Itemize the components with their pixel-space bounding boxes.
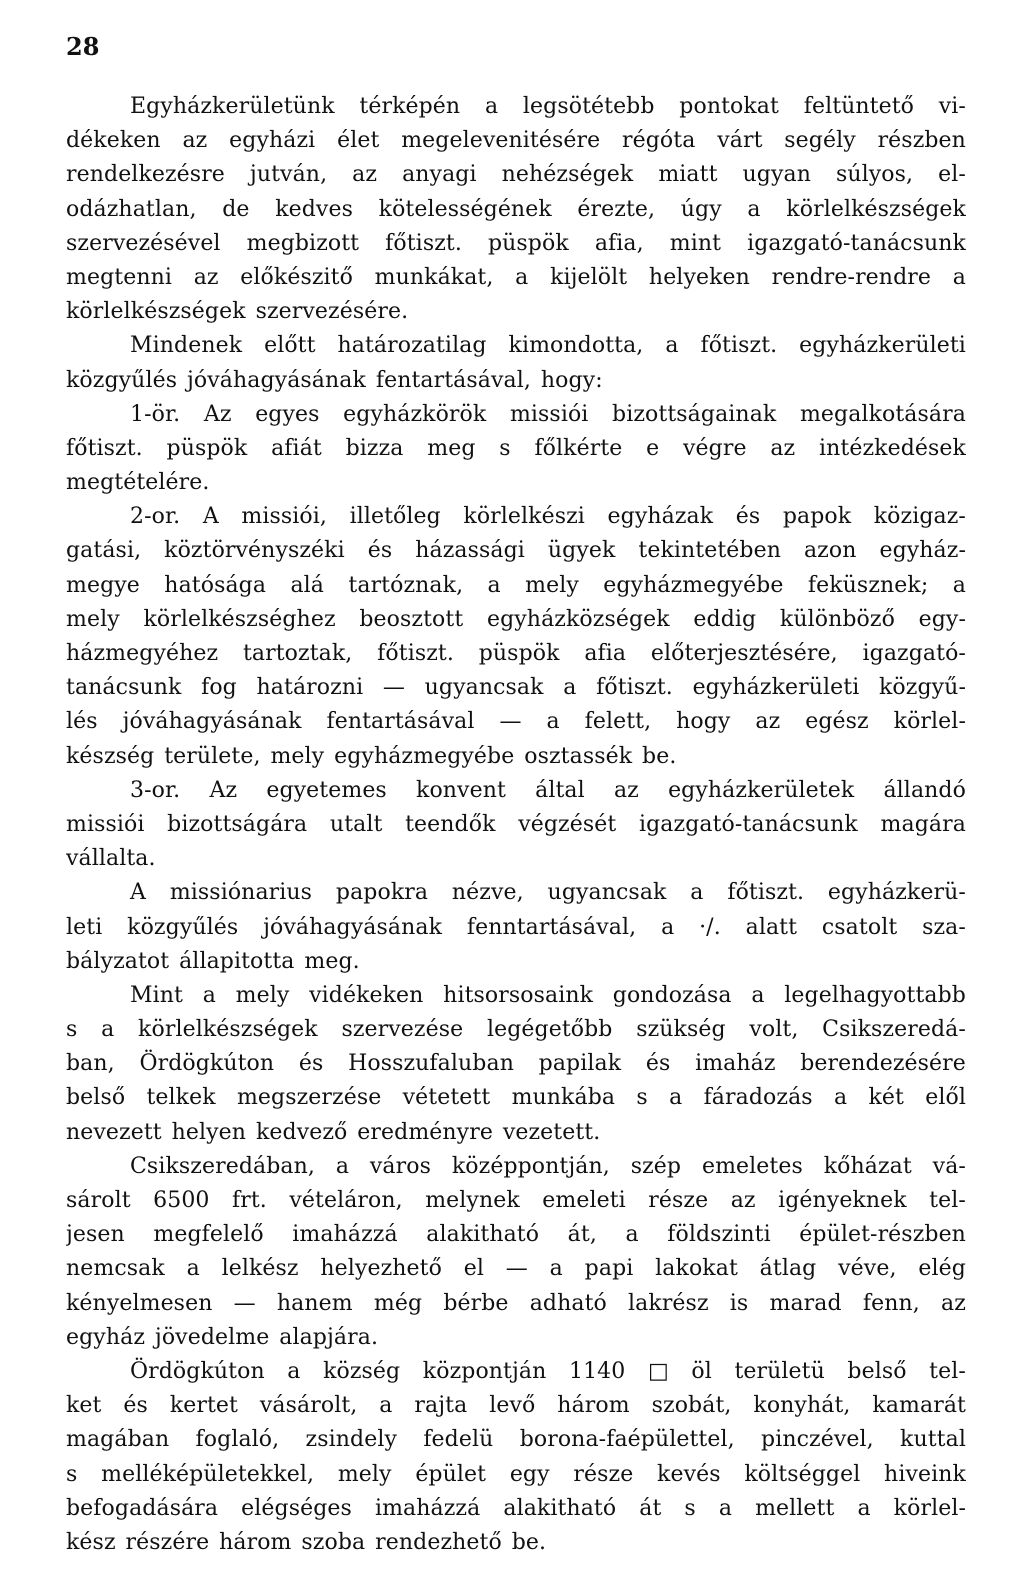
text-line: főtiszt. püspök afiát bizza meg s főlkérte e végre az intézkedések — [66, 435, 966, 461]
text-line: gatási, köztörvényszéki és házassági ügyek tekintetében azon egyház- — [66, 538, 966, 564]
text-line: kényelmesen — hanem még bérbe adható lakrész is marad fenn, az — [66, 1290, 966, 1316]
text-line: ban, Ördögkúton és Hosszufaluban papilak és imaház berendezésére — [66, 1051, 966, 1077]
text-line: ket és kertet vásárolt, a rajta levő három szobát, konyhát, kamarát — [66, 1393, 966, 1419]
text-line: nevezett helyen kedvező eredményre vezetett. — [66, 1119, 601, 1145]
text-line: missiói bizottságára utalt teendők végzését igazgató-tanácsunk magára — [66, 811, 966, 837]
text-line: megtételére. — [66, 470, 210, 496]
text-line: A missiónarius papokra nézve, ugyancsak a főtiszt. egyházkerü- — [130, 880, 966, 906]
text-line: Csikszeredában, a város középpontján, szép emeletes kőházat vá- — [130, 1153, 966, 1179]
paragraph — [66, 90, 966, 329]
text-line: körlelkészségek szervezésére. — [66, 299, 409, 325]
text-line: Egyházkerületünk térképén a legsötétebb pontokat feltüntető vi- — [130, 94, 966, 119]
text-line: jesen megfelelő imaházzá alakitható át, a földszinti épület-részben — [66, 1222, 966, 1248]
body-text — [66, 90, 966, 1560]
text-line: Mint a mely vidékeken hitsorsosaink gondozása a legelhagyottabb — [130, 982, 966, 1008]
text-line: leti közgyűlés jóváhagyásának fenntartásával, a ·/. alatt csatolt sza- — [66, 914, 966, 940]
text-line: dékeken az egyházi élet megelevenitésére régóta várt segély részben — [66, 128, 966, 154]
text-line: Ördögkúton a község központján 1140 □ öl területü belső tel- — [130, 1358, 966, 1384]
text-line: rendelkezésre jutván, az anyagi nehézségek miatt ugyan súlyos, el- — [66, 162, 966, 188]
text-line: odázhatlan, de kedves kötelességének érezte, úgy a körlelkészségek — [66, 196, 966, 222]
text-line: s a körlelkészségek szervezése legégetőbb szükség volt, Csikszeredá- — [66, 1017, 966, 1043]
text-line: egyház jövedelme alapjára. — [66, 1324, 379, 1350]
text-line: mely körlelkészséghez beosztott egyházközségek eddig különböző egy- — [66, 606, 966, 632]
page-number: 28 — [66, 32, 100, 61]
paragraph — [66, 979, 966, 1150]
text-line: Mindenek előtt határozatilag kimondotta, a főtiszt. egyházkerületi — [130, 333, 966, 359]
text-line: tanácsunk fog határozni — ugyancsak a főtiszt. egyházkerületi közgyű- — [66, 675, 966, 701]
text-line: készség területe, mely egyházmegyébe osztassék be. — [66, 743, 677, 769]
text-line: bályzatot állapitotta meg. — [66, 948, 360, 974]
paragraph — [66, 1150, 966, 1355]
text-line: lés jóváhagyásának fentartásával — a felett, hogy az egész körlel- — [66, 709, 966, 735]
paragraph — [66, 774, 966, 877]
text-line: megtenni az előkészitő munkákat, a kijelölt helyeken rendre-rendre a — [66, 264, 966, 290]
paragraph — [66, 500, 966, 774]
text-line: kész részére három szoba rendezhető be. — [66, 1529, 547, 1555]
text-line: megye hatósága alá tartóznak, a mely egyházmegyébe feküsznek; a — [66, 572, 966, 598]
text-line: 1-ör. Az egyes egyházkörök missiói bizottságainak megalkotására — [130, 401, 966, 427]
text-line: közgyűlés jóváhagyásának fentartásával, hogy: — [66, 367, 603, 393]
text-line: szervezésével megbizott főtiszt. püspök afia, mint igazgató-tanácsunk — [66, 230, 966, 256]
text-line: belső telkek megszerzése vétetett munkába s a fáradozás a két elől — [66, 1085, 966, 1111]
paragraph — [66, 329, 966, 397]
text-line: vállalta. — [66, 846, 156, 872]
text-line: nemcsak a lelkész helyezhető el — a papi lakokat átlag véve, elég — [66, 1256, 966, 1282]
text-line: 2-or. A missiói, illetőleg körlelkészi egyházak és papok közigaz- — [130, 504, 966, 530]
paragraph — [66, 876, 966, 979]
text-line: sárolt 6500 frt. vételáron, melynek emeleti része az igényeknek tel- — [66, 1188, 966, 1213]
text-line: házmegyéhez tartoztak, főtiszt. püspök afia előterjesztésére, igazgató- — [66, 641, 966, 666]
paragraph — [66, 1355, 966, 1560]
text-line: befogadására elégséges imaházzá alakitható át s a mellett a körlel- — [66, 1495, 966, 1521]
paragraph — [66, 398, 966, 501]
text-line: 3-or. Az egyetemes konvent által az egyházkerületek állandó — [130, 777, 966, 803]
text-line: magában foglaló, zsindely fedelü borona-faépülettel, pinczével, kuttal — [66, 1427, 966, 1453]
text-line: s melléképületekkel, mely épület egy része kevés költséggel hiveink — [66, 1461, 966, 1487]
